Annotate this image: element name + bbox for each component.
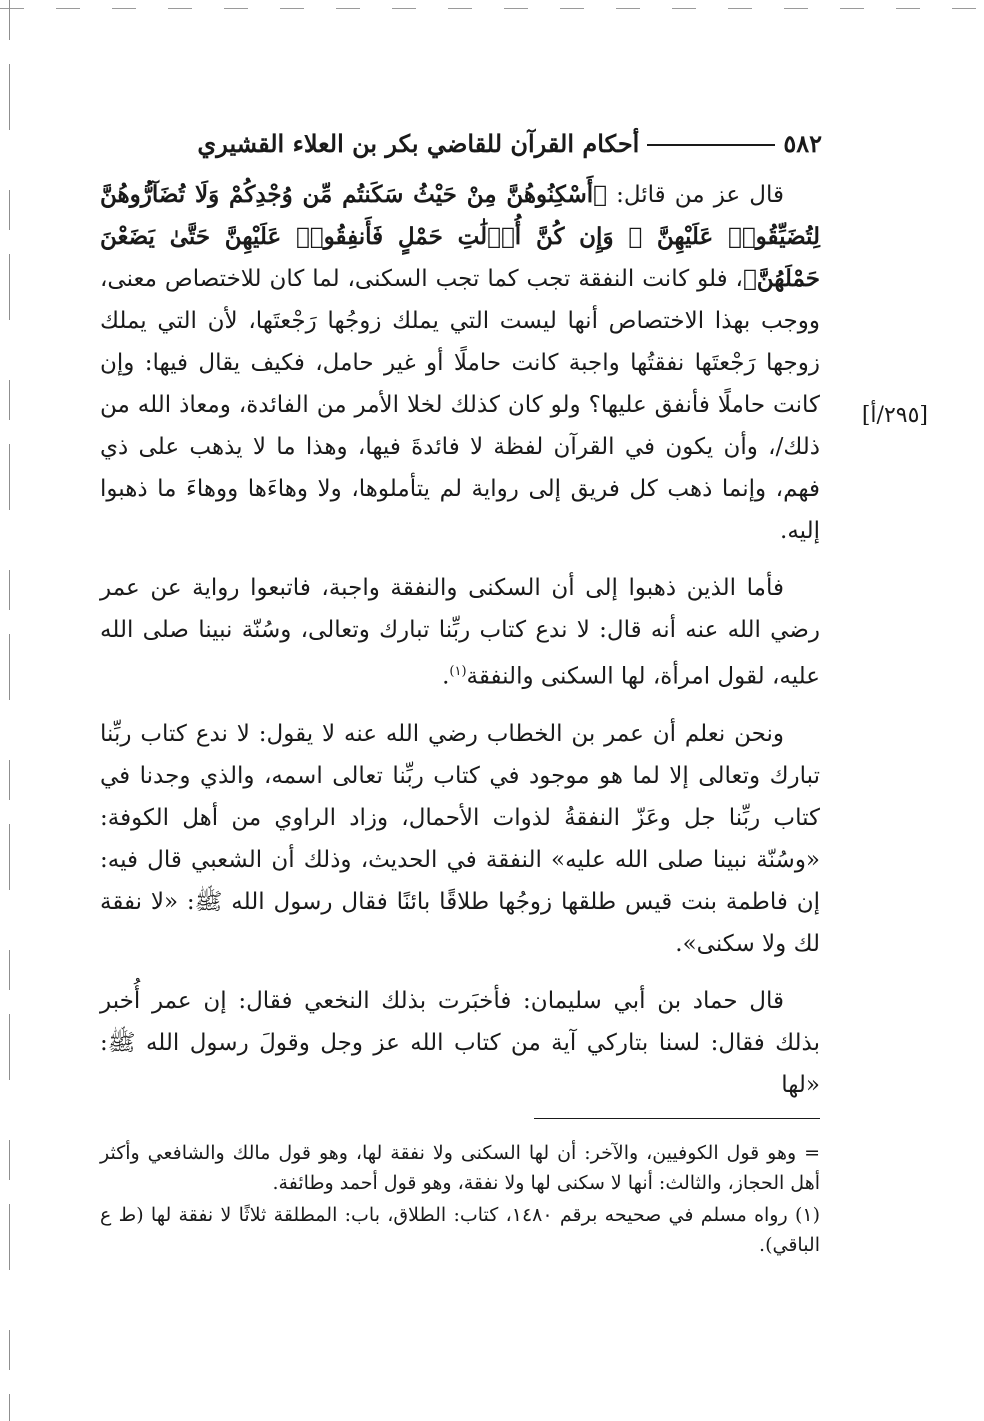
paragraph: [100, 174, 820, 552]
quran-verse: ﴿أَسْكِنُوهُنَّ مِنْ حَيْثُ سَكَنتُم مِّن وُجْدِكُمْ وَلَا تُضَآرُّوهُنَّ لِتُضَيِّقُوا۟ عَلَيْهِنَّ ۚ وَإِن كُنَّ أُو۟لَٰتِ حَمْلٍ فَأَنفِقُوا۟ عَلَيْهِنَّ حَتَّىٰ يَضَعْنَ حَمْلَهُنَّ﴾: [100, 181, 820, 292]
paragraph-text: ونحن نعلم أن عمر بن الخطاب رضي الله عنه لا يقول: لا ندع كتاب ربِّنا تبارك وتعالى إلا لما هو موجود في كتاب ربِّنا تعالى اسمه، والذي وجدنا في كتاب ربِّنا جل وعَزّ النفقةُ لذوات الأحمال، وزاد الراوي من أهل الكوفة: «وسُنّة نبينا صلى الله عليه» النفقة في الحديث، وذلك أن الشعبي قال فيه: إن فاطمة بنت قيس طلقها زوجُها طلاقًا بائنًا فقال رسول الله ﷺ: «لا نفقة لك ولا سكنى».: [100, 720, 820, 957]
paragraph-text: قال حماد بن أبي سليمان: فأخبَرت بذلك النخعي فقال: إن عمر أُخبر بذلك فقال: لسنا بتاركي آية من كتاب الله عز وجل وقولَ رسول الله ﷺ: «لها: [100, 987, 820, 1098]
manuscript-folio-reference: [٢٩٥/أ]: [861, 403, 928, 428]
header-rule: [647, 144, 775, 146]
page-number: ٥٨٢: [783, 128, 822, 158]
paragraph: [100, 713, 820, 965]
paragraph-text: ، فلو كانت النفقة تجب كما تجب السكنى، لما كان للاختصاص معنى، ووجب بهذا الاختصاص أنها ليست التي يملك زوجُها رَجْعتَها، لأن التي يملك زوجها رَجْعتَها نفقتُها واجبة كانت حاملًا أو غير حامل، فكيف يقال فيها: وإن كانت حاملًا فأنفق عليها؟ ولو كان كذلك لخلا الأمر من الفائدة، ومعاذ الله من ذلك/، وأن يكون في القرآن لفظة لا فائدةَ فيها، وهذا ما لا يذهب على ذي فهم، وإنما ذهب كل فريق إلى رواية لم يتأملوها، ولا وهاءَها ووهاءَ ما ذهبوا إليه.: [100, 266, 820, 544]
running-head: [98, 122, 822, 164]
footnote-1: (١) رواه مسلم في صحيحه برقم ١٤٨٠، كتاب: الطلاق، باب: المطلقة ثلاثًا لا نفقة لها (ط ع الباقي).: [100, 1204, 820, 1256]
footnote-rule: [534, 1118, 820, 1119]
paragraph: [100, 567, 820, 698]
footnote-marker[interactable]: (١): [449, 664, 467, 679]
footnote-continuation: = وهو قول الكوفيين، والآخر: أن لها السكنى ولا نفقة لها، وهو قول مالك والشافعي وأكثر أهل الحجاز، والثالث: أنها لا سكنى لها ولا نفقة، وهو قول أحمد وطائفة.: [100, 1142, 820, 1194]
footnotes: [100, 1138, 820, 1262]
main-text: [100, 174, 820, 1121]
paragraph-tail: .: [442, 663, 450, 690]
paragraph-lead: قال عز من قائل:: [606, 182, 784, 208]
book-title: أحكام القرآن للقاضي بكر بن العلاء القشيري: [197, 128, 640, 158]
paragraph-text: فأما الذين ذهبوا إلى أن السكنى والنفقة واجبة، فاتبعوا رواية عن عمر رضي الله عنه أنه قال: لا ندع كتاب ربِّنا تبارك وتعالى، وسُنّة نبينا صلى الله عليه، لقول امرأة، لها السكنى والنفقة: [100, 575, 820, 690]
paragraph: [100, 980, 820, 1106]
